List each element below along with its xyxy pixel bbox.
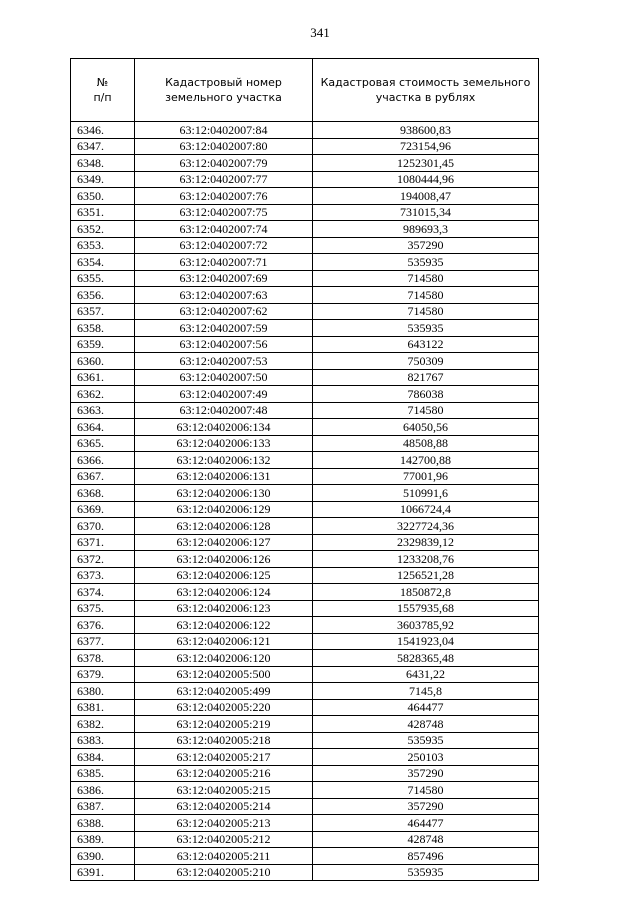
cadastral-value: 535935: [313, 864, 539, 881]
row-number: 6372.: [71, 551, 135, 568]
row-number: 6349.: [71, 171, 135, 188]
row-number: 6379.: [71, 666, 135, 683]
table-row: [71, 171, 539, 188]
cadastral-number: 63:12:0402006:134: [135, 419, 313, 436]
table-row: [71, 221, 539, 238]
cadastral-number: 63:12:0402007:59: [135, 320, 313, 337]
table-row: [71, 864, 539, 881]
row-number: 6358.: [71, 320, 135, 337]
table-row: [71, 303, 539, 320]
cadastral-value: 723154,96: [313, 138, 539, 155]
cadastral-number: 63:12:0402007:84: [135, 122, 313, 139]
cadastral-value: 857496: [313, 848, 539, 865]
cadastral-number: 63:12:0402005:210: [135, 864, 313, 881]
cadastral-number: 63:12:0402005:216: [135, 765, 313, 782]
cadastral-number: 63:12:0402006:121: [135, 633, 313, 650]
cadastral-number: 63:12:0402007:80: [135, 138, 313, 155]
table-row: [71, 468, 539, 485]
row-number: 6352.: [71, 221, 135, 238]
cadastral-value: 77001,96: [313, 468, 539, 485]
cadastral-number: 63:12:0402005:219: [135, 716, 313, 733]
cadastral-value: 1252301,45: [313, 155, 539, 172]
row-number: 6367.: [71, 468, 135, 485]
cadastral-value: 1080444,96: [313, 171, 539, 188]
table-row: [71, 716, 539, 733]
table-row: [71, 765, 539, 782]
table-row: [71, 122, 539, 139]
cadastral-value-table: [70, 58, 539, 881]
cadastral-value: 357290: [313, 798, 539, 815]
table-row: [71, 683, 539, 700]
cadastral-number: 63:12:0402006:126: [135, 551, 313, 568]
row-number: 6385.: [71, 765, 135, 782]
cadastral-value: 428748: [313, 716, 539, 733]
row-number: 6360.: [71, 353, 135, 370]
table-row: [71, 831, 539, 848]
cadastral-number: 63:12:0402007:69: [135, 270, 313, 287]
header-cadastral-number: [135, 59, 313, 122]
cadastral-number: 63:12:0402006:129: [135, 501, 313, 518]
cadastral-number: 63:12:0402007:48: [135, 402, 313, 419]
table-row: [71, 600, 539, 617]
cadastral-number: 63:12:0402007:56: [135, 336, 313, 353]
cadastral-number: 63:12:0402006:130: [135, 485, 313, 502]
cadastral-number: 63:12:0402006:128: [135, 518, 313, 535]
cadastral-value: 357290: [313, 237, 539, 254]
cadastral-number: 63:12:0402006:127: [135, 534, 313, 551]
row-number: 6388.: [71, 815, 135, 832]
row-number: 6365.: [71, 435, 135, 452]
cadastral-number: 63:12:0402006:125: [135, 567, 313, 584]
cadastral-value: 1066724,4: [313, 501, 539, 518]
header-cadastral-value: [313, 59, 539, 122]
cadastral-value: 1541923,04: [313, 633, 539, 650]
table-row: [71, 633, 539, 650]
table-row: [71, 650, 539, 667]
row-number: 6376.: [71, 617, 135, 634]
cadastral-number: 63:12:0402006:133: [135, 435, 313, 452]
cadastral-value: 64050,56: [313, 419, 539, 436]
cadastral-number: 63:12:0402007:63: [135, 287, 313, 304]
row-number: 6390.: [71, 848, 135, 865]
cadastral-value: 821767: [313, 369, 539, 386]
row-number: 6354.: [71, 254, 135, 271]
page-number: 341: [310, 25, 330, 40]
table-row: [71, 353, 539, 370]
cadastral-value: 989693,3: [313, 221, 539, 238]
table-row: [71, 617, 539, 634]
row-number: 6359.: [71, 336, 135, 353]
cadastral-number: 63:12:0402006:122: [135, 617, 313, 634]
row-number: 6383.: [71, 732, 135, 749]
row-number: 6364.: [71, 419, 135, 436]
cadastral-number: 63:12:0402007:72: [135, 237, 313, 254]
row-number: 6353.: [71, 237, 135, 254]
cadastral-value: 2329839,12: [313, 534, 539, 551]
cadastral-number: 63:12:0402007:79: [135, 155, 313, 172]
row-number: 6380.: [71, 683, 135, 700]
cadastral-value: 714580: [313, 303, 539, 320]
row-number: 6355.: [71, 270, 135, 287]
row-number: 6374.: [71, 584, 135, 601]
row-number: 6377.: [71, 633, 135, 650]
cadastral-number: 63:12:0402005:214: [135, 798, 313, 815]
row-number: 6384.: [71, 749, 135, 766]
table-row: [71, 732, 539, 749]
header-cadastral-number-text: Кадастровый номер земельного участка: [165, 76, 282, 104]
table-row: [71, 155, 539, 172]
cadastral-number: 63:12:0402007:49: [135, 386, 313, 403]
cadastral-value: 714580: [313, 402, 539, 419]
cadastral-value: 750309: [313, 353, 539, 370]
row-number: 6375.: [71, 600, 135, 617]
cadastral-value: 1850872,8: [313, 584, 539, 601]
table-row: [71, 584, 539, 601]
table-row: [71, 815, 539, 832]
cadastral-number: 63:12:0402005:213: [135, 815, 313, 832]
row-number: 6350.: [71, 188, 135, 205]
row-number: 6347.: [71, 138, 135, 155]
cadastral-value: 535935: [313, 254, 539, 271]
table-row: [71, 551, 539, 568]
cadastral-value: 1233208,76: [313, 551, 539, 568]
cadastral-value: 1256521,28: [313, 567, 539, 584]
row-number: 6387.: [71, 798, 135, 815]
table-row: [71, 386, 539, 403]
cadastral-value: 142700,88: [313, 452, 539, 469]
cadastral-number: 63:12:0402005:212: [135, 831, 313, 848]
cadastral-number: 63:12:0402006:124: [135, 584, 313, 601]
cadastral-value: 5828365,48: [313, 650, 539, 667]
table-row: [71, 534, 539, 551]
row-number: 6363.: [71, 402, 135, 419]
row-number: 6373.: [71, 567, 135, 584]
row-number: 6368.: [71, 485, 135, 502]
table-row: [71, 188, 539, 205]
row-number: 6382.: [71, 716, 135, 733]
table-row: [71, 369, 539, 386]
cadastral-number: 63:12:0402005:220: [135, 699, 313, 716]
cadastral-number: 63:12:0402005:211: [135, 848, 313, 865]
header-number: [71, 59, 135, 122]
cadastral-number: 63:12:0402007:50: [135, 369, 313, 386]
row-number: 6357.: [71, 303, 135, 320]
cadastral-number: 63:12:0402006:132: [135, 452, 313, 469]
row-number: 6371.: [71, 534, 135, 551]
table-row: [71, 485, 539, 502]
cadastral-number: 63:12:0402007:62: [135, 303, 313, 320]
row-number: 6370.: [71, 518, 135, 535]
cadastral-number: 63:12:0402007:71: [135, 254, 313, 271]
table-row: [71, 666, 539, 683]
row-number: 6378.: [71, 650, 135, 667]
cadastral-value: 938600,83: [313, 122, 539, 139]
cadastral-value: 714580: [313, 270, 539, 287]
table-row: [71, 287, 539, 304]
cadastral-value: 194008,47: [313, 188, 539, 205]
cadastral-number: 63:12:0402007:76: [135, 188, 313, 205]
cadastral-value: 1557935,68: [313, 600, 539, 617]
row-number: 6362.: [71, 386, 135, 403]
cadastral-number: 63:12:0402005:500: [135, 666, 313, 683]
row-number: 6356.: [71, 287, 135, 304]
table-row: [71, 336, 539, 353]
row-number: 6369.: [71, 501, 135, 518]
table-row: [71, 518, 539, 535]
cadastral-value: 535935: [313, 732, 539, 749]
cadastral-number: 63:12:0402006:123: [135, 600, 313, 617]
table-row: [71, 435, 539, 452]
cadastral-value: 357290: [313, 765, 539, 782]
cadastral-value: 48508,88: [313, 435, 539, 452]
row-number: 6381.: [71, 699, 135, 716]
table-row: [71, 567, 539, 584]
row-number: 6389.: [71, 831, 135, 848]
row-number: 6348.: [71, 155, 135, 172]
table-row: [71, 138, 539, 155]
table-header-row: [71, 59, 539, 122]
table-row: [71, 848, 539, 865]
table-row: [71, 798, 539, 815]
table-row: [71, 419, 539, 436]
row-number: 6386.: [71, 782, 135, 799]
cadastral-value: 643122: [313, 336, 539, 353]
cadastral-value: 428748: [313, 831, 539, 848]
table-row: [71, 270, 539, 287]
cadastral-number: 63:12:0402005:215: [135, 782, 313, 799]
cadastral-value: 510991,6: [313, 485, 539, 502]
row-number: 6391.: [71, 864, 135, 881]
row-number: 6351.: [71, 204, 135, 221]
cadastral-value: 6431,22: [313, 666, 539, 683]
cadastral-value: 714580: [313, 287, 539, 304]
cadastral-number: 63:12:0402007:77: [135, 171, 313, 188]
cadastral-value: 786038: [313, 386, 539, 403]
table-row: [71, 254, 539, 271]
cadastral-value: 464477: [313, 815, 539, 832]
cadastral-value: 714580: [313, 782, 539, 799]
cadastral-value: 3603785,92: [313, 617, 539, 634]
cadastral-number: 63:12:0402007:53: [135, 353, 313, 370]
table-row: [71, 320, 539, 337]
cadastral-value: 3227724,36: [313, 518, 539, 535]
cadastral-value: 731015,34: [313, 204, 539, 221]
cadastral-value: 464477: [313, 699, 539, 716]
header-number-text: № п/п: [93, 76, 112, 104]
cadastral-number: 63:12:0402005:218: [135, 732, 313, 749]
cadastral-number: 63:12:0402007:74: [135, 221, 313, 238]
row-number: 6346.: [71, 122, 135, 139]
row-number: 6361.: [71, 369, 135, 386]
cadastral-number: 63:12:0402006:120: [135, 650, 313, 667]
header-cadastral-value-text: Кадастровая стоимость земельного участка в рублях: [320, 76, 531, 104]
table-row: [71, 699, 539, 716]
table-row: [71, 452, 539, 469]
cadastral-number: 63:12:0402005:499: [135, 683, 313, 700]
table-row: [71, 204, 539, 221]
cadastral-value: 250103: [313, 749, 539, 766]
cadastral-number: 63:12:0402007:75: [135, 204, 313, 221]
row-number: 6366.: [71, 452, 135, 469]
cadastral-number: 63:12:0402005:217: [135, 749, 313, 766]
table-row: [71, 501, 539, 518]
table-row: [71, 237, 539, 254]
table-row: [71, 782, 539, 799]
cadastral-value: 7145,8: [313, 683, 539, 700]
table-row: [71, 402, 539, 419]
cadastral-value: 535935: [313, 320, 539, 337]
table-row: [71, 749, 539, 766]
cadastral-number: 63:12:0402006:131: [135, 468, 313, 485]
table-body: [71, 122, 539, 881]
